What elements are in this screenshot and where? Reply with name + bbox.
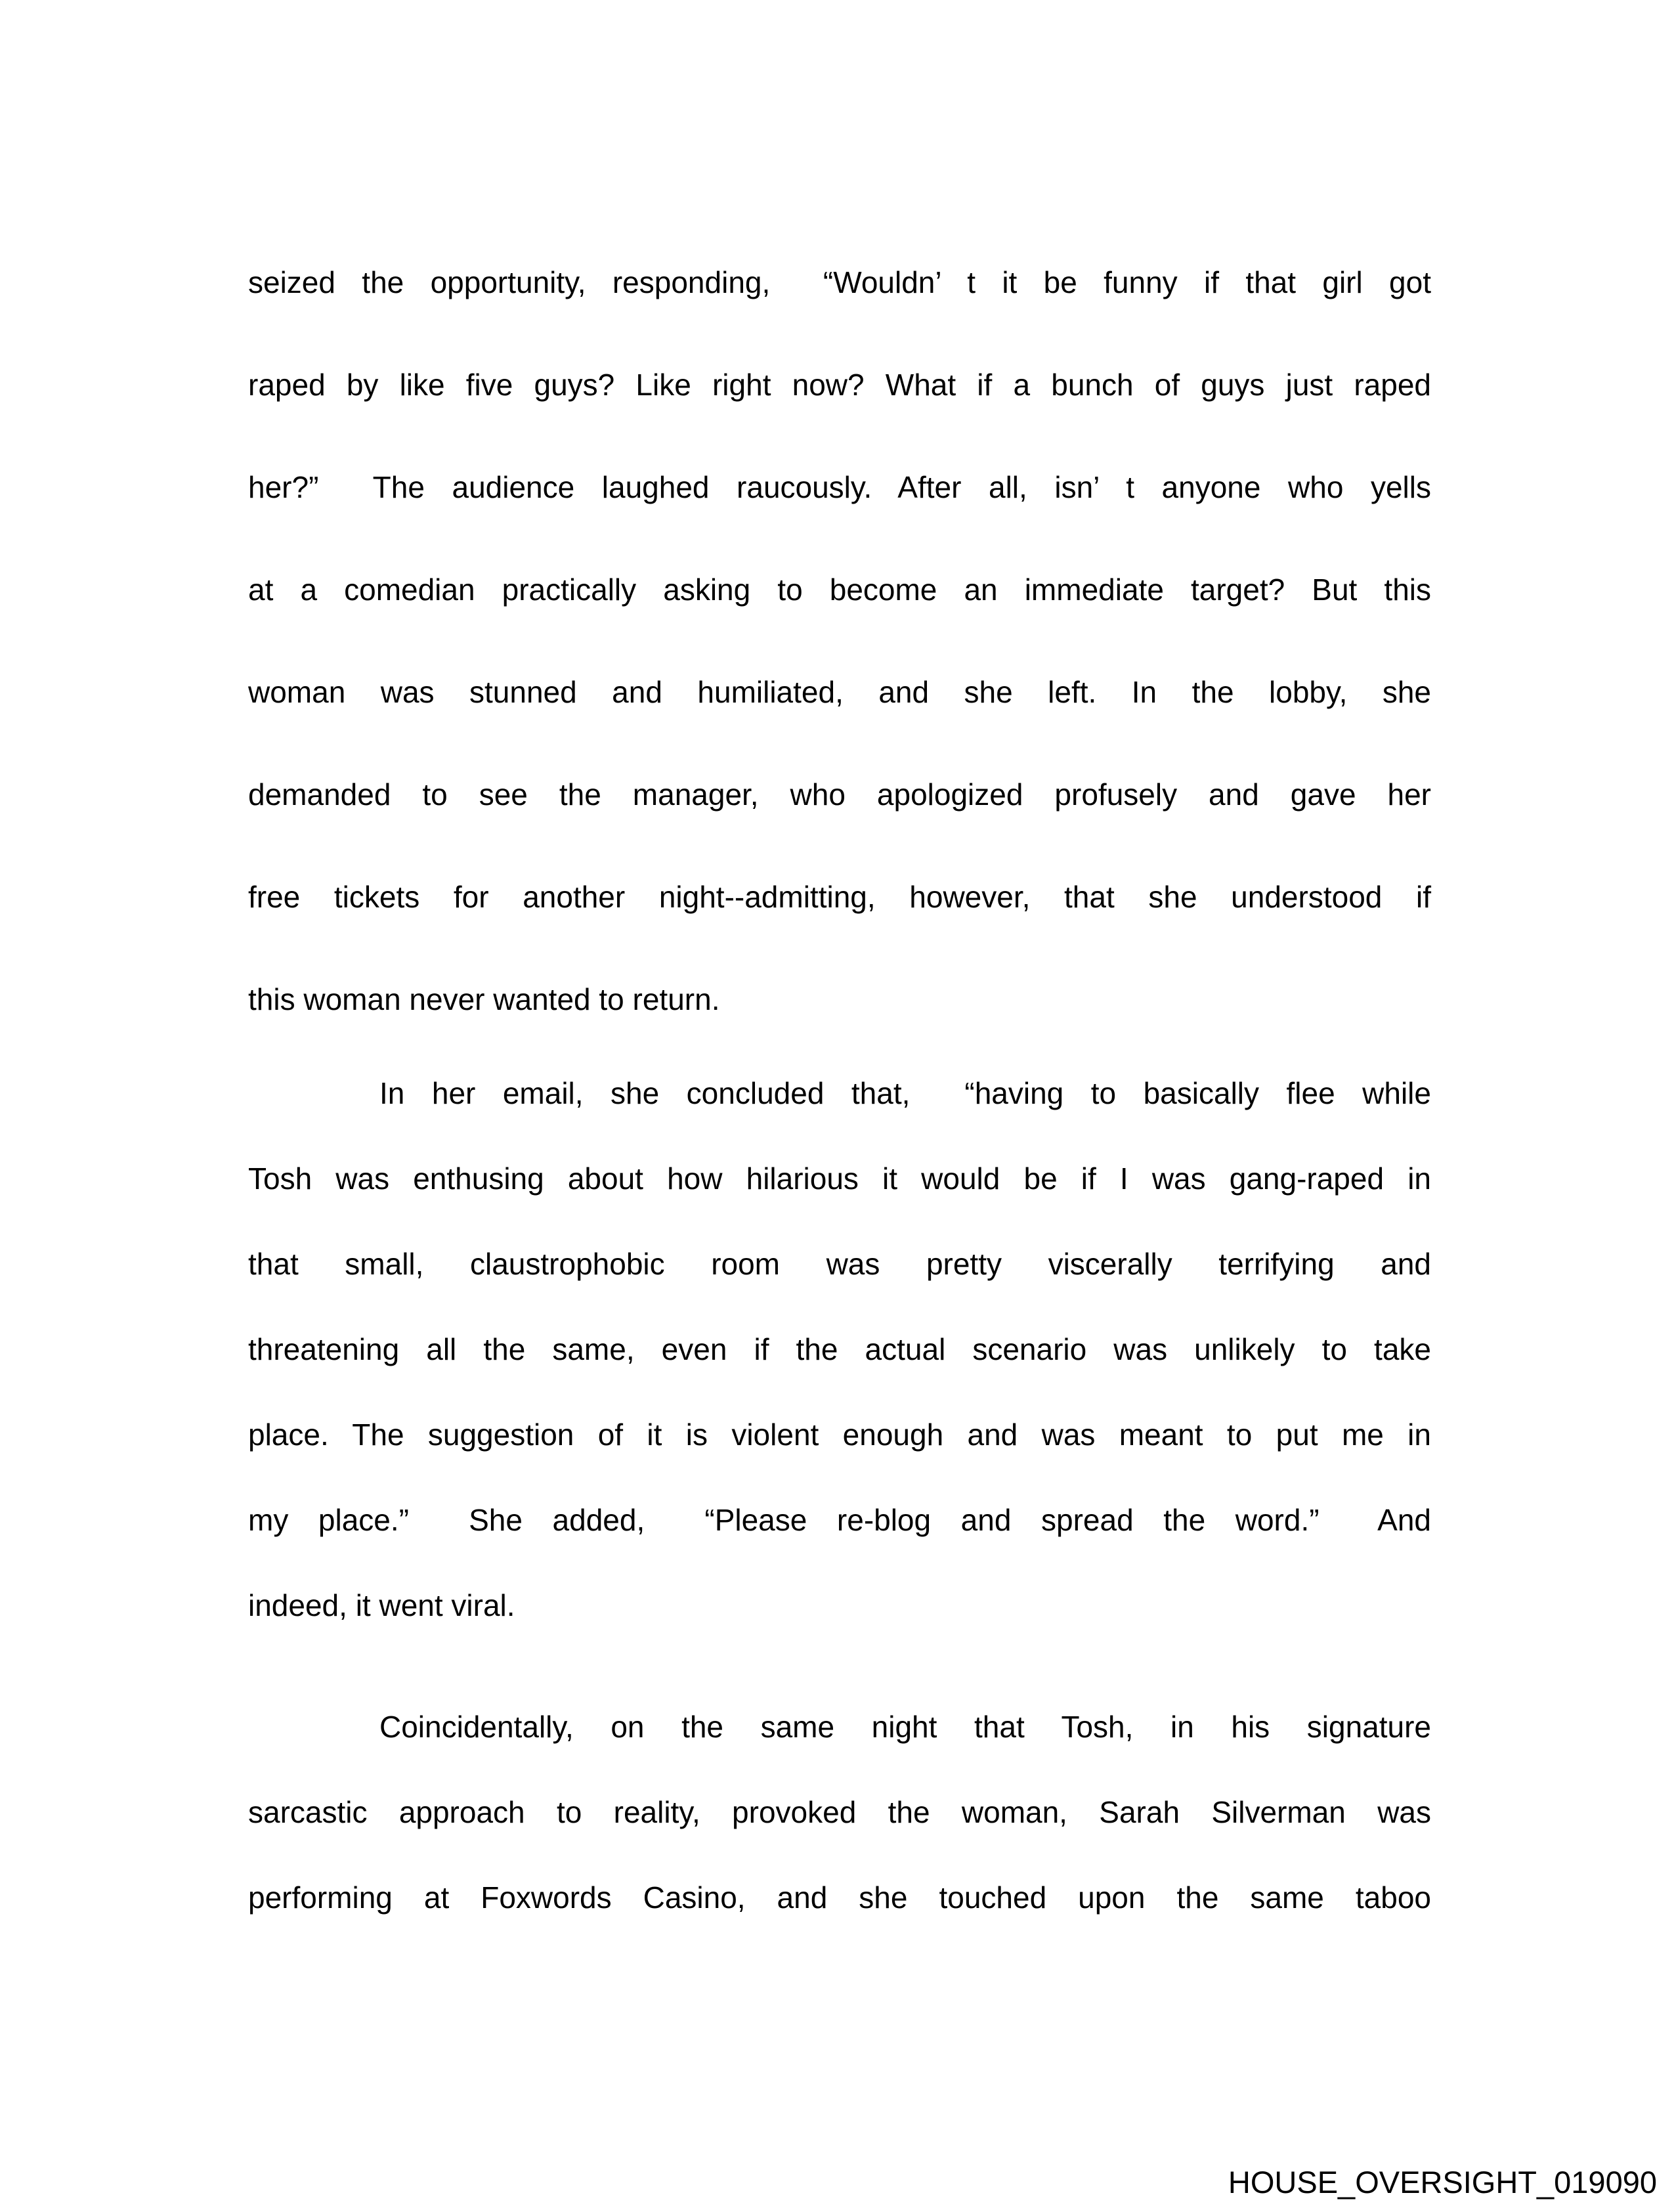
text-line: Tosh was enthusing about how hilarious it would be if I was gang-raped in	[248, 1161, 1431, 1196]
paragraph-3	[248, 1684, 1431, 1940]
text-line: free tickets for another night--admitting, however, that she understood if	[248, 880, 1431, 914]
text-line: seized the opportunity, responding, “Wouldn’ t it be funny if that girl got	[248, 265, 1431, 299]
text-line: sarcastic approach to reality, provoked the woman, Sarah Silverman was	[248, 1795, 1431, 1829]
text-line: Coincidentally, on the same night that Tosh, in his signature	[379, 1710, 1431, 1744]
text-line: In her email, she concluded that, “having to basically flee while	[379, 1076, 1431, 1110]
document-body	[248, 231, 1431, 1940]
text-line: my place.” She added, “Please re-blog and spread the word.” And	[248, 1503, 1431, 1537]
text-line: demanded to see the manager, who apologized profusely and gave her	[248, 777, 1431, 812]
paragraph-2	[248, 1051, 1431, 1648]
text-line: woman was stunned and humiliated, and she left. In the lobby, she	[248, 675, 1431, 709]
text-line: place. The suggestion of it is violent enough and was meant to put me in	[248, 1418, 1431, 1452]
text-line: raped by like five guys? Like right now? What if a bunch of guys just raped	[248, 368, 1431, 402]
text-line: her?” The audience laughed raucously. After all, isn’ t anyone who yells	[248, 470, 1431, 504]
text-line: this woman never wanted to return.	[248, 982, 720, 1016]
bates-stamp: HOUSE_OVERSIGHT_019090	[1228, 2165, 1657, 2200]
text-line: threatening all the same, even if the actual scenario was unlikely to take	[248, 1332, 1431, 1366]
paragraph-1	[248, 231, 1431, 1051]
text-line: indeed, it went viral.	[248, 1588, 515, 1622]
text-line: that small, claustrophobic room was pretty viscerally terrifying and	[248, 1247, 1431, 1281]
text-line: at a comedian practically asking to become an immediate target? But this	[248, 573, 1431, 607]
text-line: performing at Foxwords Casino, and she touched upon the same taboo	[248, 1880, 1431, 1915]
